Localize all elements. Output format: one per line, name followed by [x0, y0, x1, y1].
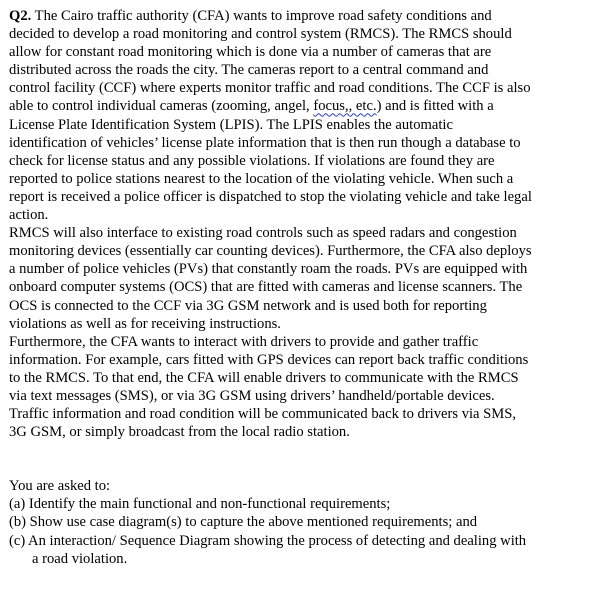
task-list — [9, 477, 603, 567]
text-line: report is received a police officer is dispatched to stop the violating vehicle and take legal — [9, 188, 532, 205]
text-line: able to control individual cameras (zooming, angel, focus,, etc.) and is fitted with a — [9, 98, 494, 115]
text-line: a number of police vehicles (PVs) that constantly roam the roads. PVs are equipped with — [9, 261, 528, 278]
text-line: onboard computer systems (OCS) that are fitted with cameras and license scanners. The — [9, 279, 523, 296]
text-line: RMCS will also interface to existing road controls such as speed radars and congestion — [9, 225, 517, 242]
task-item-c-continuation: a road violation. — [32, 550, 128, 567]
document-body — [9, 7, 603, 568]
text-line: check for license status and any possible violations. If violations are found they are — [9, 152, 495, 169]
text-line: via text messages (SMS), or via 3G GSM using drivers’ handheld/portable devices. — [9, 387, 495, 404]
text-line: violations as well as for receiving instructions. — [9, 315, 281, 332]
text-line: allow for constant road monitoring which is done via a number of cameras that are — [9, 44, 492, 61]
task-item-a: (a) Identify the main functional and non-functional requirements; — [9, 496, 391, 513]
text-line: action. — [9, 207, 49, 224]
text-line: Traffic information and road condition will be communicated back to drivers via SMS, — [9, 406, 517, 423]
text-line: to the RMCS. To that end, the CFA will enable drivers to communicate with the RMCS — [9, 369, 519, 386]
text-line: distributed across the roads the city. The cameras report to a central command and — [9, 62, 489, 79]
paragraph-spacer — [9, 441, 603, 477]
problem-paragraph-2 — [9, 224, 603, 333]
question-number: Q2. — [9, 8, 32, 24]
task-item-c: (c) An interaction/ Sequence Diagram showing the process of detecting and dealing with — [9, 532, 527, 549]
task-item-b: (b) Show use case diagram(s) to capture the above mentioned requirements; and — [9, 514, 478, 531]
text-line: reported to police stations nearest to the location of the violating vehicle. When such a — [9, 170, 514, 187]
text-line: information. For example, cars fitted with GPS devices can report back traffic conditions — [9, 351, 529, 368]
text-line: OCS is connected to the CCF via 3G GSM network and is used both for reporting — [9, 297, 487, 314]
problem-paragraph-1 — [9, 7, 603, 224]
text-line: monitoring devices (essentially car counting devices). Furthermore, the CFA also deploys — [9, 243, 532, 260]
spellcheck-flagged-text: focus,, etc. — [313, 98, 377, 115]
problem-paragraph-3 — [9, 333, 603, 442]
text-line: Q2. The Cairo traffic authority (CFA) wants to improve road safety conditions and — [9, 8, 492, 24]
text-line: control facility (CCF) where experts monitor traffic and road conditions. The CCF is also — [9, 80, 531, 97]
task-intro: You are asked to: — [9, 478, 111, 495]
text-line: identification of vehicles’ license plate information that is then run though a database to — [9, 134, 521, 151]
text-line: License Plate Identification System (LPIS). The LPIS enables the automatic — [9, 116, 453, 133]
text-line: Furthermore, the CFA wants to interact with drivers to provide and gather traffic — [9, 333, 479, 350]
text-line: 3G GSM, or simply broadcast from the local radio station. — [9, 424, 350, 441]
text-line: decided to develop a road monitoring and control system (RMCS). The RMCS should — [9, 26, 512, 43]
